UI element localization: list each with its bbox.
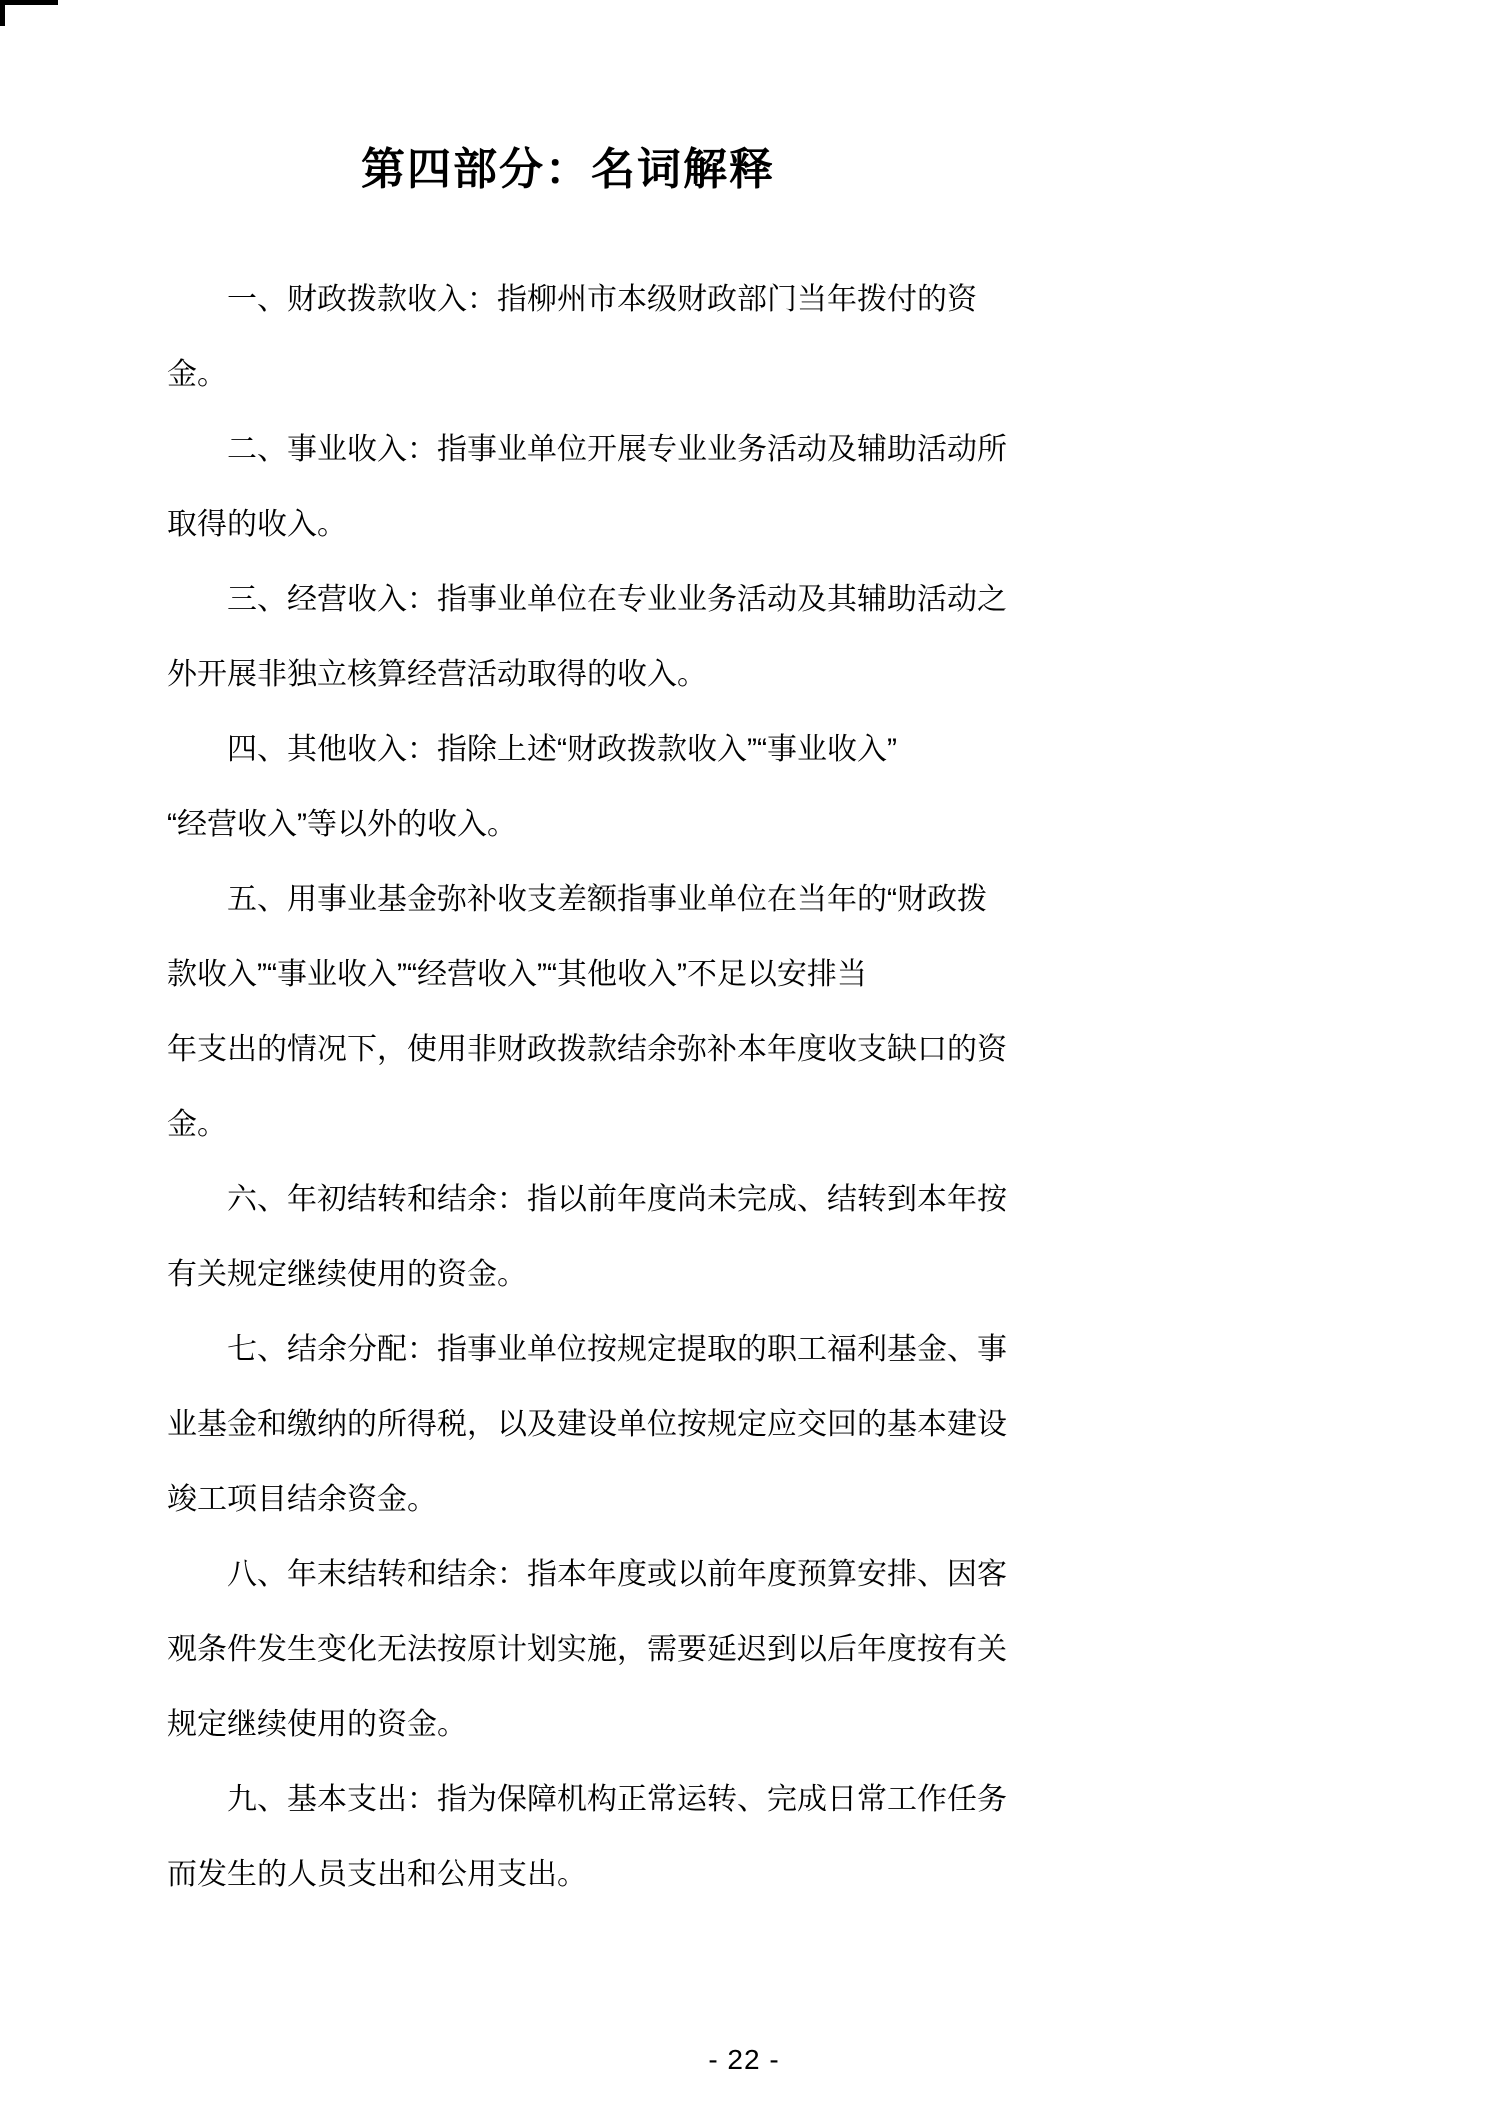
text-line: “经营收入”等以外的收入。	[167, 808, 517, 841]
text-line: 九、基本支出：指为保障机构正常运转、完成日常工作任务	[227, 1783, 1007, 1816]
page-number: - 22 -	[708, 2044, 780, 2075]
text-line: 五、用事业基金弥补收支差额指事业单位在当年的“财政拨	[227, 883, 987, 916]
definition-paragraph	[167, 262, 977, 412]
scan-edge-artifact-left	[0, 0, 5, 26]
text-line: 有关规定继续使用的资金。	[167, 1258, 527, 1291]
text-line: 而发生的人员支出和公用支出。	[167, 1858, 587, 1891]
text-line: 六、年初结转和结余：指以前年度尚未完成、结转到本年按	[227, 1183, 1007, 1216]
scan-edge-artifact-top	[0, 0, 58, 5]
text-line: 年支出的情况下，使用非财政拨款结余弥补本年度收支缺口的资	[167, 1033, 1007, 1066]
text-line: 观条件发生变化无法按原计划实施，需要延迟到以后年度按有关	[167, 1633, 1007, 1666]
text-line: 四、其他收入：指除上述“财政拨款收入”“事业收入”	[227, 733, 897, 766]
text-line: 竣工项目结余资金。	[167, 1483, 437, 1516]
text-line: 款收入”“事业收入”“经营收入”“其他收入”不足以安排当	[167, 958, 867, 991]
text-line: 二、事业收入：指事业单位开展专业业务活动及辅助活动所	[227, 433, 1007, 466]
text-line: 八、年末结转和结余：指本年度或以前年度预算安排、因客	[227, 1558, 1007, 1591]
text-line: 外开展非独立核算经营活动取得的收入。	[167, 658, 707, 691]
definition-paragraph	[167, 412, 1007, 562]
definition-paragraph	[167, 712, 977, 862]
text-line: 金。	[167, 358, 227, 391]
text-line: 业基金和缴纳的所得税，以及建设单位按规定应交回的基本建设	[167, 1408, 1007, 1441]
definition-paragraph	[167, 1762, 1007, 1912]
page-title: 第四部分：名词解释	[361, 145, 775, 194]
definition-paragraph	[167, 562, 1007, 712]
text-line: 取得的收入。	[167, 508, 347, 541]
definition-paragraph	[167, 862, 1007, 1162]
text-line: 规定继续使用的资金。	[167, 1708, 467, 1741]
definition-paragraph	[167, 1162, 1007, 1312]
text-line: 一、财政拨款收入：指柳州市本级财政部门当年拨付的资	[227, 283, 977, 316]
text-line: 三、经营收入：指事业单位在专业业务活动及其辅助活动之	[227, 583, 1007, 616]
definition-paragraph	[167, 1312, 1007, 1537]
text-line: 七、结余分配：指事业单位按规定提取的职工福利基金、事	[227, 1333, 1007, 1366]
text-line: 金。	[167, 1108, 227, 1141]
definitions-list	[167, 262, 1007, 1912]
definition-paragraph	[167, 1537, 1007, 1762]
